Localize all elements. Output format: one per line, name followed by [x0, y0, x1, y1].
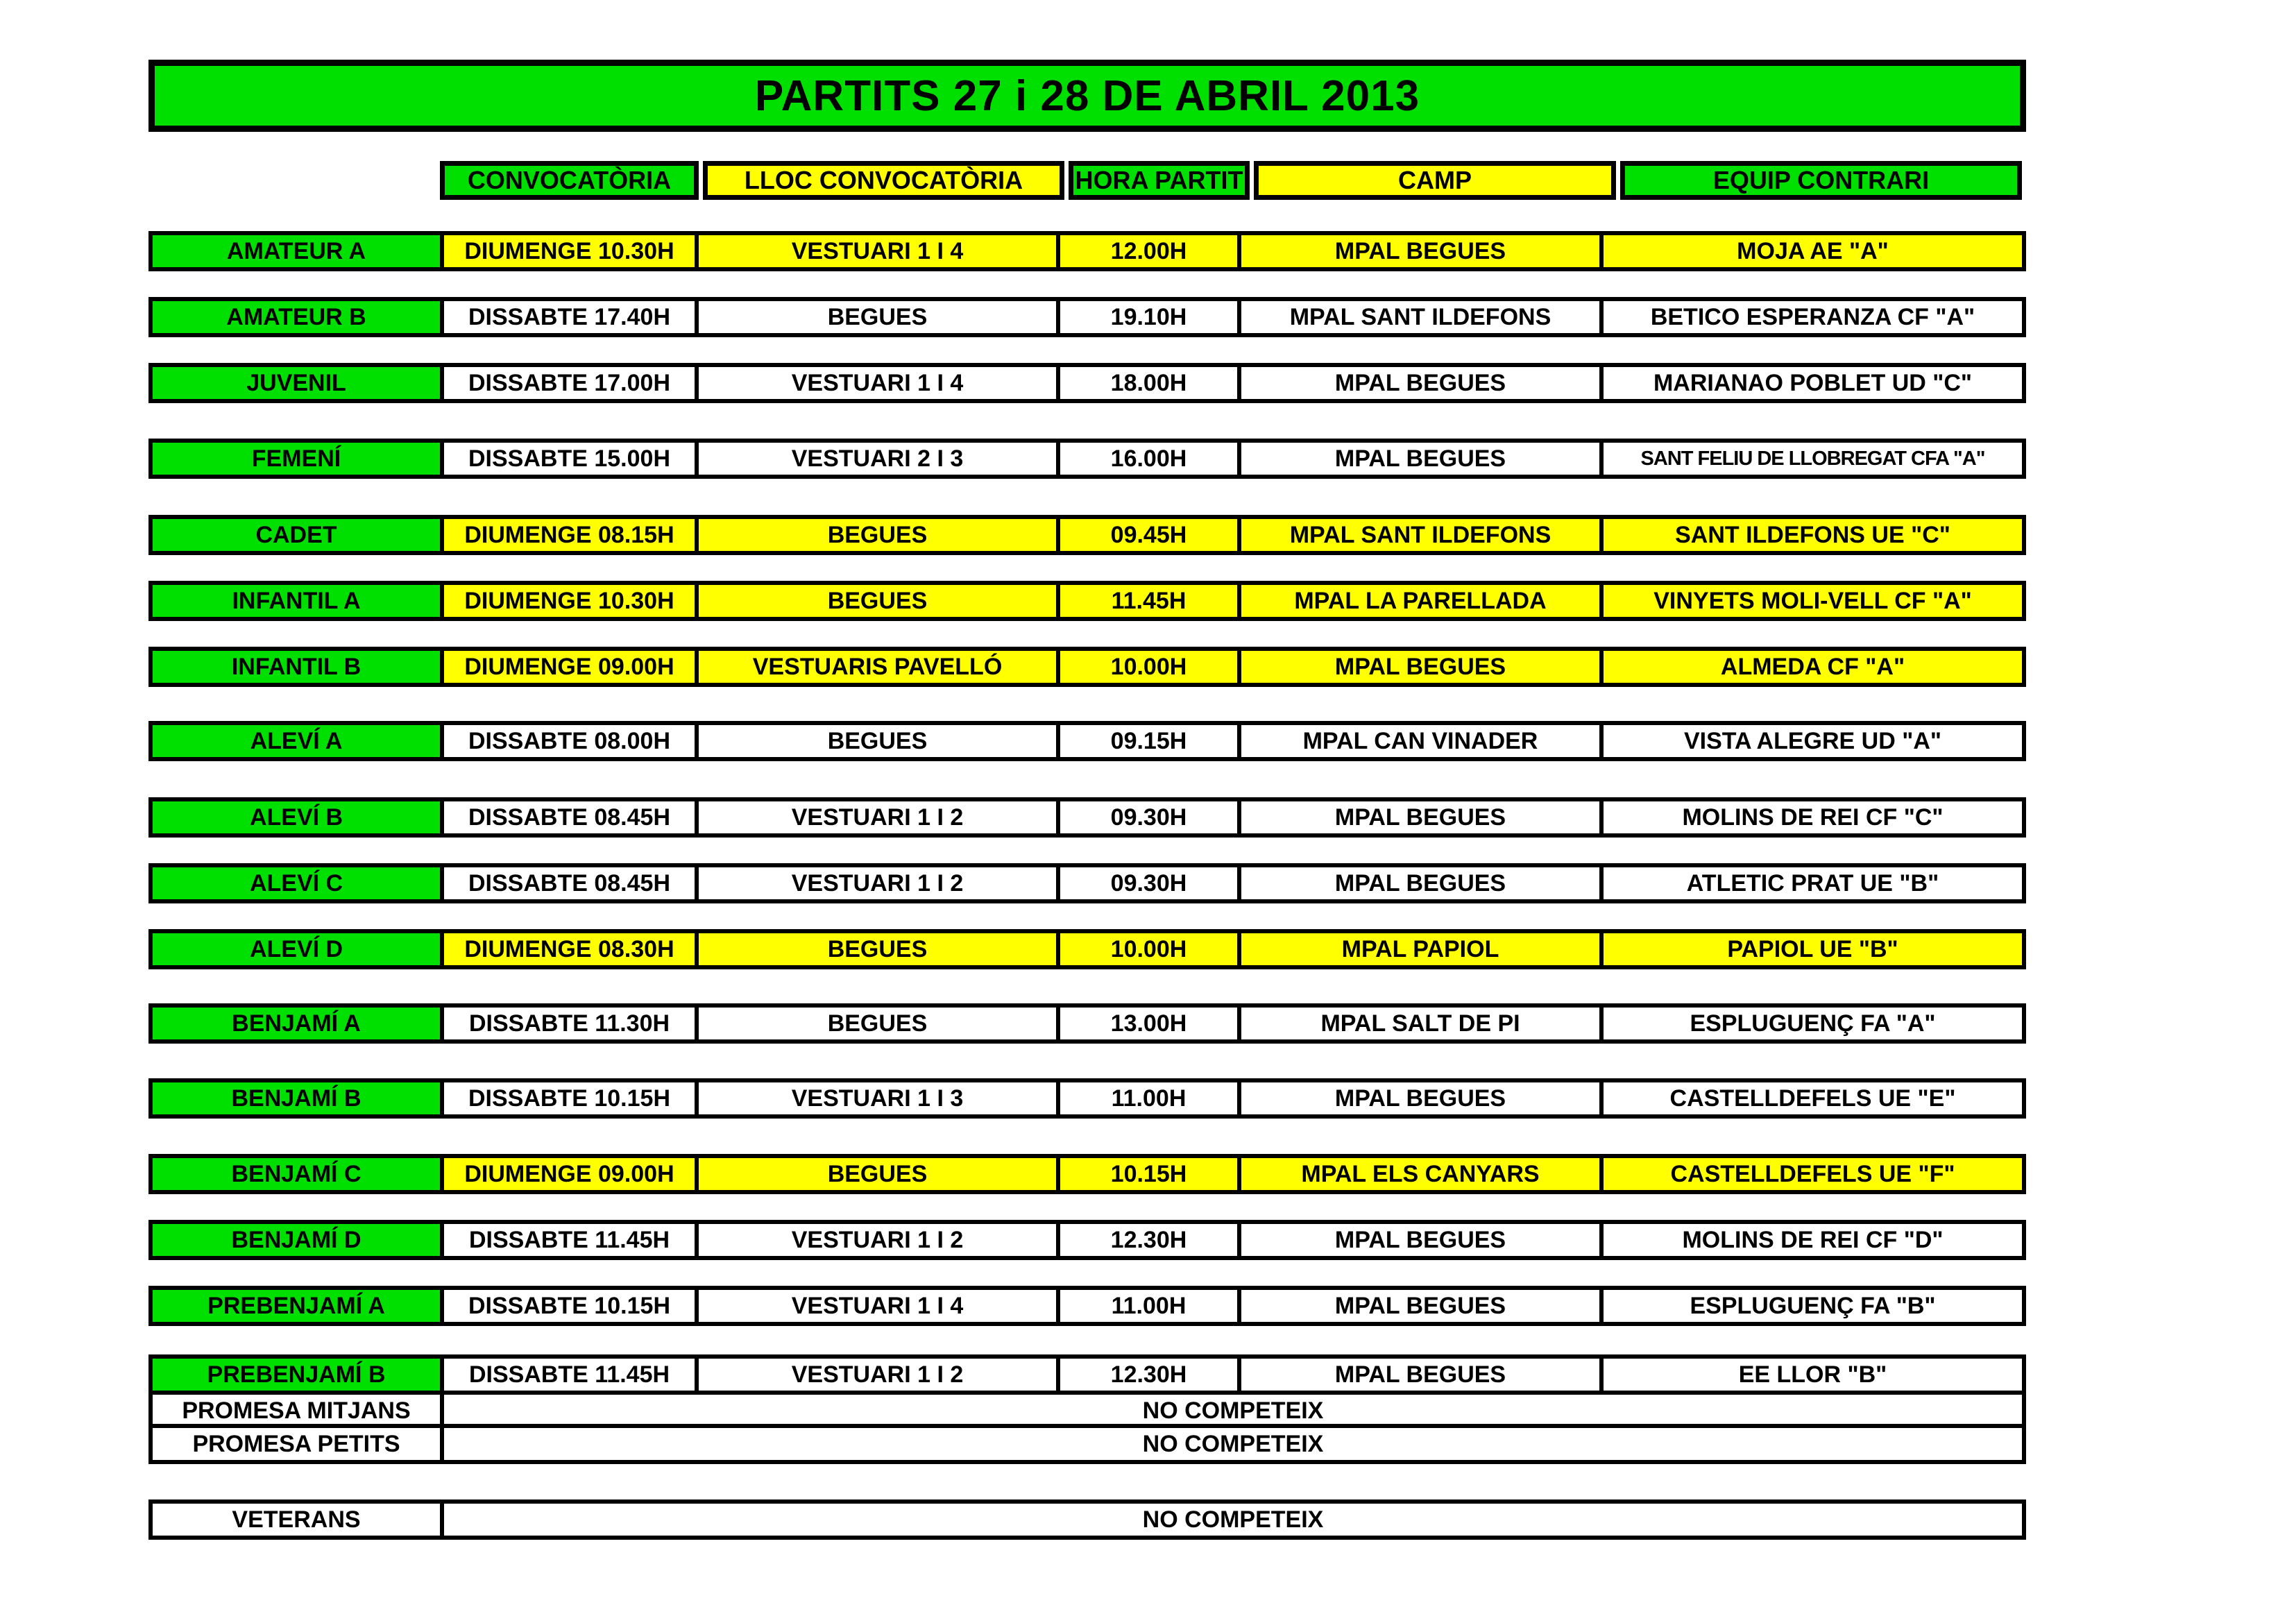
camp-cell: MPAL BEGUES — [1241, 1359, 1599, 1391]
table-row — [148, 1286, 2026, 1326]
convocatoria-cell: DISSABTE 10.15H — [444, 1290, 695, 1322]
convocatoria-cell: DIUMENGE 08.15H — [444, 519, 695, 551]
table-header — [440, 161, 2026, 200]
category-cell: PROMESA MITJANS — [153, 1395, 440, 1427]
hora-partit-cell: 19.10H — [1060, 301, 1237, 333]
lloc-convocatoria-cell: VESTUARI 1 I 4 — [699, 367, 1056, 399]
camp-cell: MPAL PAPIOL — [1241, 933, 1599, 965]
camp-cell: MPAL BEGUES — [1241, 867, 1599, 899]
table-row — [148, 1078, 2026, 1119]
category-cell: BENJAMÍ C — [153, 1158, 440, 1190]
camp-cell: MPAL SALT DE PI — [1241, 1008, 1599, 1039]
lloc-convocatoria-cell: VESTUARI 1 I 2 — [699, 801, 1056, 833]
equip-contrari-cell: BETICO ESPERANZA CF "A" — [1604, 301, 2022, 333]
lloc-convocatoria-cell: BEGUES — [699, 519, 1056, 551]
hora-partit-cell: 09.30H — [1060, 867, 1237, 899]
convocatoria-cell: DISSABTE 08.00H — [444, 725, 695, 757]
convocatoria-cell: DIUMENGE 09.00H — [444, 1158, 695, 1190]
camp-cell: MPAL CAN VINADER — [1241, 725, 1599, 757]
hora-partit-cell: 16.00H — [1060, 443, 1237, 475]
header-camp: CAMP — [1254, 161, 1616, 200]
category-cell: FEMENÍ — [153, 443, 440, 475]
convocatoria-cell: DISSABTE 11.45H — [444, 1224, 695, 1256]
convocatoria-cell: DISSABTE 17.40H — [444, 301, 695, 333]
convocatoria-cell: DISSABTE 11.45H — [444, 1359, 695, 1391]
table-row — [148, 797, 2026, 838]
convocatoria-cell: DISSABTE 11.30H — [444, 1008, 695, 1039]
lloc-convocatoria-cell: VESTUARI 1 I 2 — [699, 1224, 1056, 1256]
no-competeix-cell: NO COMPETEIX — [444, 1428, 2022, 1460]
camp-cell: MPAL BEGUES — [1241, 367, 1599, 399]
camp-cell: MPAL BEGUES — [1241, 651, 1599, 683]
table-row — [148, 1154, 2026, 1194]
equip-contrari-cell: CASTELLDEFELS UE "E" — [1604, 1082, 2022, 1114]
lloc-convocatoria-cell: VESTUARI 1 I 2 — [699, 867, 1056, 899]
convocatoria-cell: DISSABTE 08.45H — [444, 801, 695, 833]
hora-partit-cell: 11.45H — [1060, 585, 1237, 617]
lloc-convocatoria-cell: VESTUARI 1 I 4 — [699, 1290, 1056, 1322]
equip-contrari-cell: MARIANAO POBLET UD "C" — [1604, 367, 2022, 399]
hora-partit-cell: 09.45H — [1060, 519, 1237, 551]
camp-cell: MPAL LA PARELLADA — [1241, 585, 1599, 617]
table-row — [148, 515, 2026, 555]
equip-contrari-cell: ALMEDA CF "A" — [1604, 651, 2022, 683]
category-cell: ALEVÍ C — [153, 867, 440, 899]
category-cell: VETERANS — [153, 1504, 440, 1536]
camp-cell: MPAL ELS CANYARS — [1241, 1158, 1599, 1190]
equip-contrari-cell: MOLINS DE REI CF "D" — [1604, 1224, 2022, 1256]
table-row — [148, 297, 2026, 337]
lloc-convocatoria-cell: VESTUARI 1 I 3 — [699, 1082, 1056, 1114]
convocatoria-cell: DISSABTE 15.00H — [444, 443, 695, 475]
convocatoria-cell: DISSABTE 08.45H — [444, 867, 695, 899]
lloc-convocatoria-cell: VESTUARI 1 I 2 — [699, 1359, 1056, 1391]
lloc-convocatoria-cell: BEGUES — [699, 1158, 1056, 1190]
table-row — [148, 1220, 2026, 1260]
table-row-no-compete — [148, 1499, 2026, 1540]
table-row — [148, 231, 2026, 271]
camp-cell: MPAL BEGUES — [1241, 801, 1599, 833]
camp-cell: MPAL SANT ILDEFONS — [1241, 519, 1599, 551]
hora-partit-cell: 10.15H — [1060, 1158, 1237, 1190]
page-title: PARTITS 27 i 28 DE ABRIL 2013 — [148, 60, 2026, 132]
equip-contrari-cell: ESPLUGUENÇ FA "B" — [1604, 1290, 2022, 1322]
category-cell: BENJAMÍ A — [153, 1008, 440, 1039]
category-cell: INFANTIL A — [153, 585, 440, 617]
camp-cell: MPAL BEGUES — [1241, 443, 1599, 475]
category-cell: AMATEUR A — [153, 235, 440, 267]
header-lloc-convocatoria: LLOC CONVOCATÒRIA — [703, 161, 1064, 200]
header-equip-contrari: EQUIP CONTRARI — [1620, 161, 2022, 200]
table-row — [148, 1003, 2026, 1044]
category-cell: PREBENJAMÍ B — [153, 1359, 440, 1391]
equip-contrari-cell: EE LLOR "B" — [1604, 1359, 2022, 1391]
equip-contrari-cell: ESPLUGUENÇ FA "A" — [1604, 1008, 2022, 1039]
camp-cell: MPAL BEGUES — [1241, 1290, 1599, 1322]
category-cell: BENJAMÍ D — [153, 1224, 440, 1256]
lloc-convocatoria-cell: BEGUES — [699, 301, 1056, 333]
camp-cell: MPAL BEGUES — [1241, 235, 1599, 267]
category-cell: ALEVÍ D — [153, 933, 440, 965]
convocatoria-cell: DIUMENGE 10.30H — [444, 235, 695, 267]
equip-contrari-cell: SANT ILDEFONS UE "C" — [1604, 519, 2022, 551]
category-cell: BENJAMÍ B — [153, 1082, 440, 1114]
table-row-no-compete — [148, 1424, 2026, 1464]
category-cell: ALEVÍ B — [153, 801, 440, 833]
hora-partit-cell: 12.30H — [1060, 1359, 1237, 1391]
equip-contrari-cell: ATLETIC PRAT UE "B" — [1604, 867, 2022, 899]
table-row — [148, 721, 2026, 761]
no-competeix-cell: NO COMPETEIX — [444, 1395, 2022, 1427]
lloc-convocatoria-cell: BEGUES — [699, 585, 1056, 617]
category-cell: CADET — [153, 519, 440, 551]
header-hora-partit: HORA PARTIT — [1069, 161, 1250, 200]
table-row — [148, 439, 2026, 479]
equip-contrari-cell: CASTELLDEFELS UE "F" — [1604, 1158, 2022, 1190]
hora-partit-cell: 10.00H — [1060, 651, 1237, 683]
hora-partit-cell: 09.30H — [1060, 801, 1237, 833]
convocatoria-cell: DIUMENGE 08.30H — [444, 933, 695, 965]
equip-contrari-cell: MOJA AE "A" — [1604, 235, 2022, 267]
equip-contrari-cell: PAPIOL UE "B" — [1604, 933, 2022, 965]
header-convocatoria: CONVOCATÒRIA — [440, 161, 699, 200]
no-competeix-cell: NO COMPETEIX — [444, 1504, 2022, 1536]
lloc-convocatoria-cell: VESTUARI 1 I 4 — [699, 235, 1056, 267]
lloc-convocatoria-cell: VESTUARIS PAVELLÓ — [699, 651, 1056, 683]
equip-contrari-cell: SANT FELIU DE LLOBREGAT CFA "A" — [1604, 443, 2022, 475]
convocatoria-cell: DIUMENGE 09.00H — [444, 651, 695, 683]
hora-partit-cell: 11.00H — [1060, 1082, 1237, 1114]
table-row — [148, 647, 2026, 687]
hora-partit-cell: 12.00H — [1060, 235, 1237, 267]
camp-cell: MPAL SANT ILDEFONS — [1241, 301, 1599, 333]
lloc-convocatoria-cell: BEGUES — [699, 1008, 1056, 1039]
lloc-convocatoria-cell: VESTUARI 2 I 3 — [699, 443, 1056, 475]
equip-contrari-cell: MOLINS DE REI CF "C" — [1604, 801, 2022, 833]
category-cell: PROMESA PETITS — [153, 1428, 440, 1460]
category-cell: INFANTIL B — [153, 651, 440, 683]
category-cell: JUVENIL — [153, 367, 440, 399]
camp-cell: MPAL BEGUES — [1241, 1082, 1599, 1114]
table-row — [148, 581, 2026, 621]
hora-partit-cell: 12.30H — [1060, 1224, 1237, 1256]
equip-contrari-cell: VISTA ALEGRE UD "A" — [1604, 725, 2022, 757]
category-cell: ALEVÍ A — [153, 725, 440, 757]
hora-partit-cell: 10.00H — [1060, 933, 1237, 965]
convocatoria-cell: DISSABTE 10.15H — [444, 1082, 695, 1114]
table-row — [148, 929, 2026, 969]
equip-contrari-cell: VINYETS MOLI-VELL CF "A" — [1604, 585, 2022, 617]
hora-partit-cell: 09.15H — [1060, 725, 1237, 757]
hora-partit-cell: 13.00H — [1060, 1008, 1237, 1039]
lloc-convocatoria-cell: BEGUES — [699, 933, 1056, 965]
hora-partit-cell: 11.00H — [1060, 1290, 1237, 1322]
table-row — [148, 863, 2026, 903]
category-cell: AMATEUR B — [153, 301, 440, 333]
table-row — [148, 1354, 2026, 1395]
lloc-convocatoria-cell: BEGUES — [699, 725, 1056, 757]
hora-partit-cell: 18.00H — [1060, 367, 1237, 399]
convocatoria-cell: DISSABTE 17.00H — [444, 367, 695, 399]
table-row — [148, 363, 2026, 403]
category-cell: PREBENJAMÍ A — [153, 1290, 440, 1322]
convocatoria-cell: DIUMENGE 10.30H — [444, 585, 695, 617]
camp-cell: MPAL BEGUES — [1241, 1224, 1599, 1256]
